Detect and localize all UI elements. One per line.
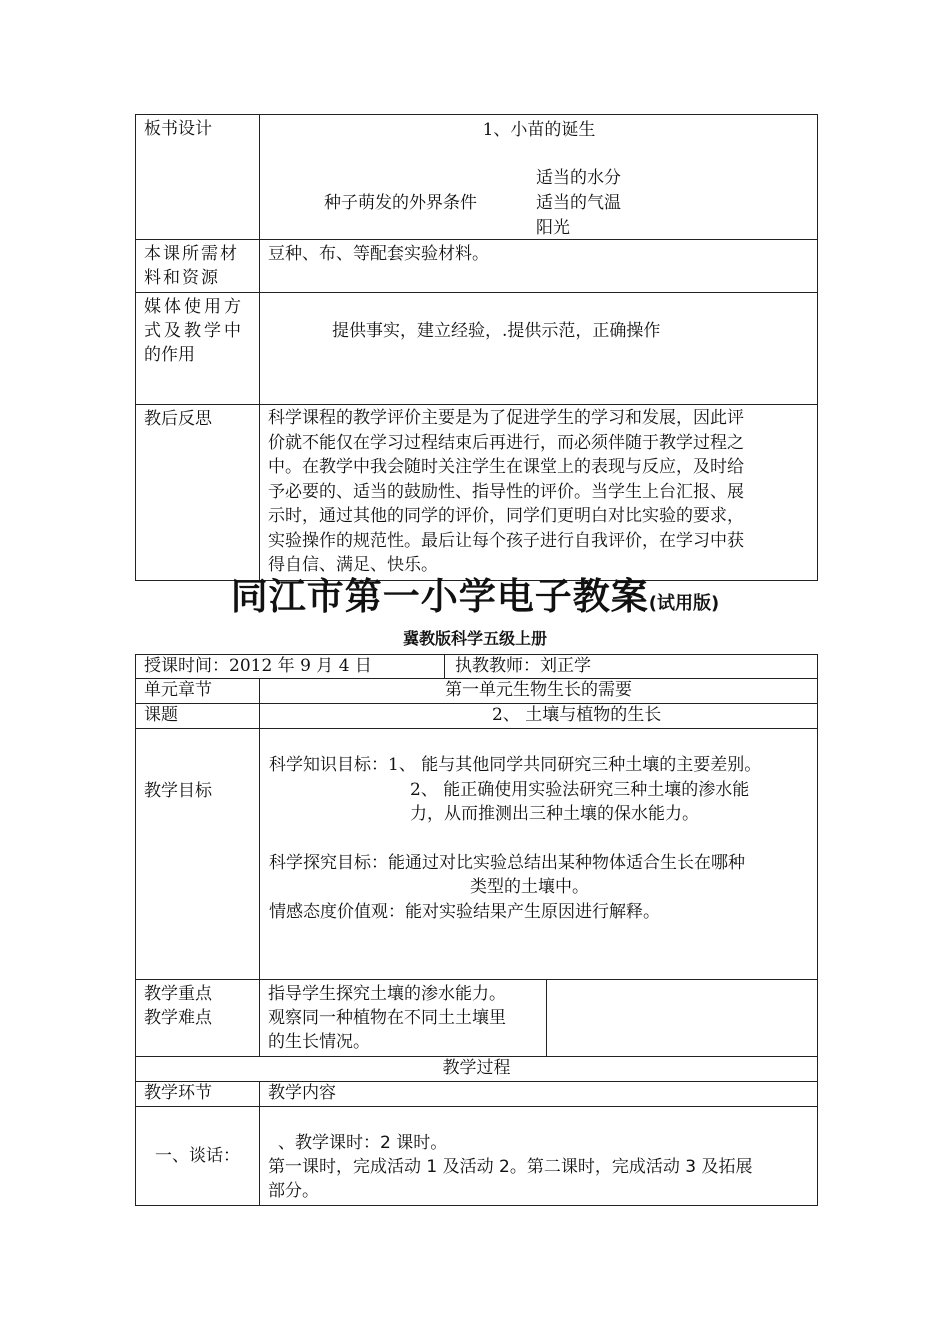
reflection-line: 价就不能仅在学习过程结束后再进行，而必须伴随于教学过程之 <box>268 432 744 453</box>
key-line: 的生长情况。 <box>268 1032 370 1052</box>
process-header: 教学过程 <box>136 1057 818 1082</box>
board-left-term: 种子萌发的外界条件 <box>324 193 477 213</box>
materials-content: 豆种、布、等配套实验材料。 <box>260 240 818 293</box>
board-design-label: 板书设计 <box>136 115 260 240</box>
lesson-time: 授课时间：2012 年 9 月 4 日 <box>136 655 445 679</box>
goal-line: 类型的土壤中。 <box>470 877 589 897</box>
key-label-line: 教学重点 <box>144 984 212 1004</box>
process-header-row <box>136 1057 818 1082</box>
stage-1-line: 、教学课时：2 课时。 <box>278 1133 448 1153</box>
unit-value: 第一单元生物生长的需要 <box>260 679 818 704</box>
stage-header-row <box>136 1082 818 1107</box>
goal-line: 科学知识目标：1、 能与其他同学共同研究三种土壤的主要差别。 <box>269 755 762 775</box>
board-design-row <box>136 115 818 240</box>
board-condition: 阳光 <box>536 218 570 238</box>
goals-row <box>136 729 818 980</box>
lesson-table <box>135 654 818 1206</box>
stage-1-row <box>136 1107 818 1206</box>
stage-1-line: 部分。 <box>268 1181 319 1201</box>
time-row <box>136 655 818 679</box>
title-suffix: (试用版) <box>648 593 720 614</box>
board-design-cell <box>260 115 818 240</box>
materials-row <box>136 240 818 293</box>
key-points-empty <box>547 980 818 1057</box>
materials-label-line: 本课所需材 <box>144 244 239 264</box>
key-line: 观察同一种植物在不同土土壤里 <box>268 1008 506 1028</box>
board-condition: 适当的气温 <box>536 193 621 213</box>
media-row <box>136 293 818 405</box>
unit-label: 单元章节 <box>136 679 260 704</box>
key-line: 指导学生探究土壤的渗水能力。 <box>268 984 506 1004</box>
topic-value: 2、 土壤与植物的生长 <box>260 704 818 729</box>
document-title <box>0 566 950 620</box>
reflection-line: 实验操作的规范性。最后让每个孩子进行自我评价，在学习中获 <box>268 530 744 551</box>
top-lesson-table <box>135 114 818 581</box>
board-lesson-title: 1、小苗的诞生 <box>482 120 596 140</box>
unit-row <box>136 679 818 704</box>
goals-cell <box>260 729 818 980</box>
stage-1-label: 一、谈话： <box>136 1107 260 1206</box>
goal-line: 力，从而推测出三种土壤的保水能力。 <box>410 804 699 824</box>
topic-row <box>136 704 818 729</box>
reflection-line: 得自信、满足、快乐。 <box>268 555 438 575</box>
goal-line: 2、 能正确使用实验法研究三种土壤的渗水能 <box>410 780 750 800</box>
materials-label-line: 料和资源 <box>144 268 220 288</box>
reflection-line: 中。在教学中我会随时关注学生在课堂上的表现与反应，及时给 <box>268 457 744 477</box>
media-label-line: 的作用 <box>144 345 195 365</box>
reflection-line: 予必要的、适当的鼓励性、指导性的评价。当学生上台汇报、展 <box>268 481 744 502</box>
content-header: 教学内容 <box>260 1082 818 1107</box>
reflection-label: 教后反思 <box>136 405 260 581</box>
title-main: 同江市第一小学电子教案 <box>230 575 649 618</box>
key-label-line: 教学难点 <box>144 1008 212 1028</box>
lesson-teacher: 执教教师：刘正学 <box>445 655 818 679</box>
reflection-content <box>260 405 818 581</box>
reflection-line: 示时，通过其他的同学的评价，同学们更明白对比实验的要求， <box>268 506 744 526</box>
media-cell <box>260 293 818 405</box>
key-points-label <box>136 980 260 1057</box>
board-condition: 适当的水分 <box>536 168 621 188</box>
goals-label: 教学目标 <box>136 729 260 980</box>
stage-1-content <box>260 1107 818 1206</box>
media-label <box>136 293 260 405</box>
reflection-line: 科学课程的教学评价主要是为了促进学生的学习和发展，因此评 <box>268 408 744 428</box>
goal-line: 情感态度价值观：能对实验结果产生原因进行解释。 <box>269 902 660 922</box>
document-subtitle: 冀教版科学五级上册 <box>402 629 547 648</box>
topic-label: 课题 <box>136 704 260 729</box>
goal-line: 科学探究目标：能通过对比实验总结出某种物体适合生长在哪种 <box>269 853 745 873</box>
media-content: 提供事实，建立经验，.提供示范，正确操作 <box>332 321 661 341</box>
reflection-row <box>136 405 818 581</box>
media-label-line: 式及教学中 <box>144 321 244 341</box>
key-points-row <box>136 980 818 1057</box>
stage-1-line: 第一课时，完成活动 1 及活动 2。第二课时，完成活动 3 及拓展 <box>268 1157 753 1177</box>
media-label-line: 媒体使用方 <box>144 297 244 317</box>
stage-header: 教学环节 <box>136 1082 260 1107</box>
key-points-content <box>260 980 547 1057</box>
materials-label <box>136 240 260 293</box>
